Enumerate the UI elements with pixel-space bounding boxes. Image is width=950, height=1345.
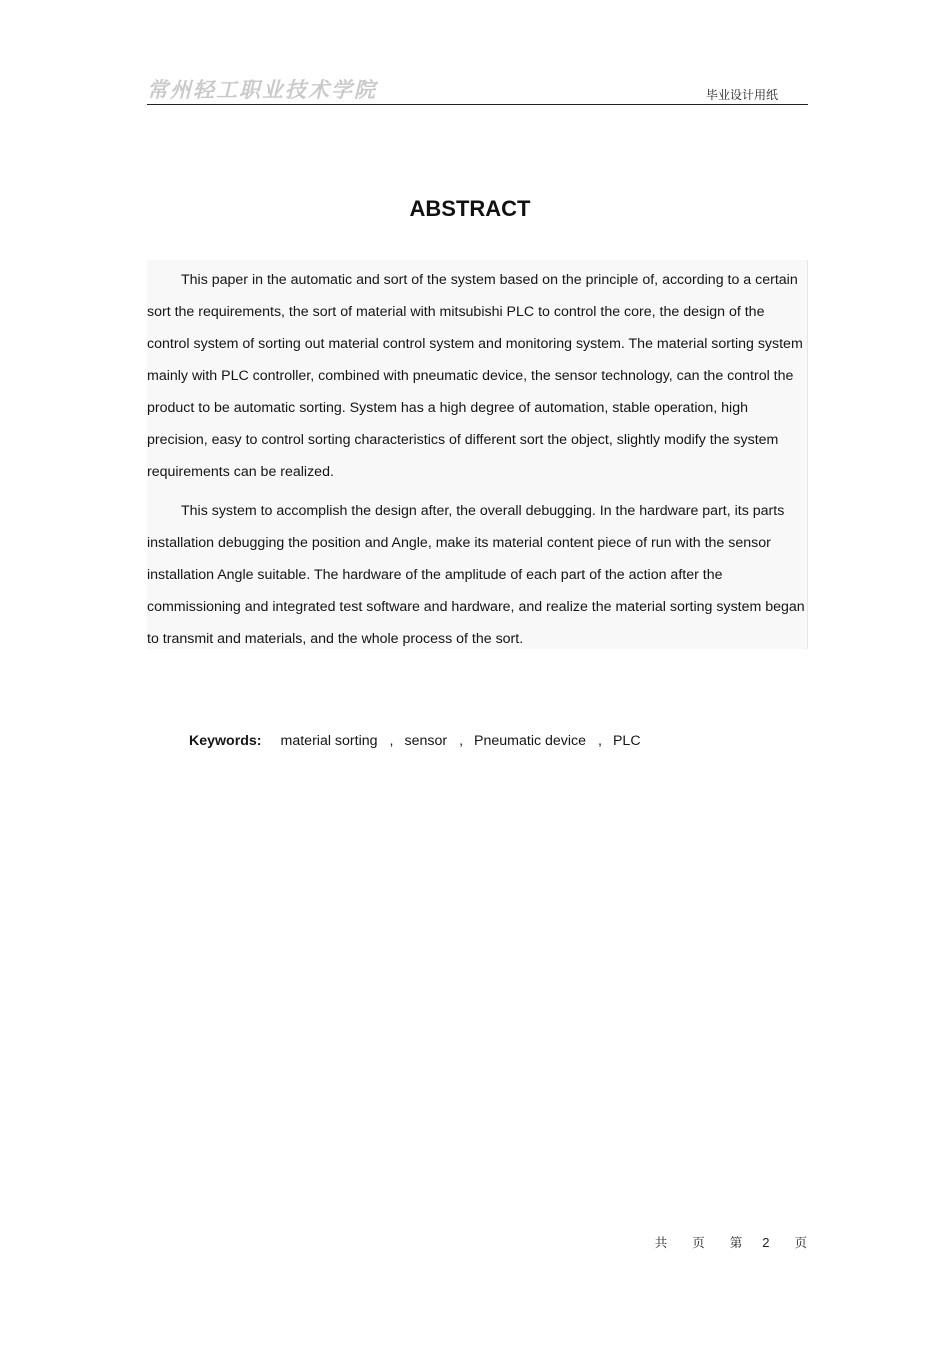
keyword-separator: ,: [459, 733, 464, 749]
keyword: PLC: [612, 733, 641, 749]
keyword: Pneumatic device: [474, 733, 587, 749]
abstract-paragraph: This paper in the automatic and sort of the system based on the principle of, according to a certain sort the requirements, the sort of material with mitsubishi PLC to control the core, the design of the control system of sorting out material control system and monitoring system. The material sorting system mainly with PLC controller, combined with pneumatic device, the sensor technology, can the control the product to be automatic sorting. System has a high degree of automation, stable operation, high precision, easy to control sorting characteristics of different sort the object, slightly modify the system requirements can be realized.: [147, 272, 803, 480]
keyword: sensor: [404, 733, 448, 749]
page-title: ABSTRACT: [409, 196, 531, 221]
abstract-paragraph: This system to accomplish the design after, the overall debugging. In the hardware part, its parts installation debugging the position and Angle, make its material content piece of run with the sensor installation Angle suitable. The hardware of the amplitude of each part of the action after the commissioning and integrated test software and hardware, and realize the material sorting system began to transmit and materials, and the whole process of the sort.: [147, 503, 805, 647]
keywords-label: Keywords:: [189, 733, 262, 749]
footer-total-label: 共: [654, 1235, 668, 1250]
footer-page-suffix: 页: [794, 1235, 807, 1250]
keyword-separator: ,: [598, 733, 602, 749]
page-footer: [655, 1233, 807, 1251]
footer-page-label: 页: [692, 1235, 705, 1250]
keyword-separator: ,: [389, 733, 394, 749]
college-logo: 常州轻工职业技术学院: [147, 77, 377, 102]
keyword: material sorting: [280, 733, 378, 749]
abstract-body: [147, 260, 808, 649]
header-label: 毕业设计用纸: [705, 88, 778, 102]
page-number: 2: [762, 1235, 770, 1250]
page-header: [147, 72, 808, 105]
keywords-line: [189, 733, 641, 749]
footer-page-prefix: 第: [729, 1235, 743, 1250]
